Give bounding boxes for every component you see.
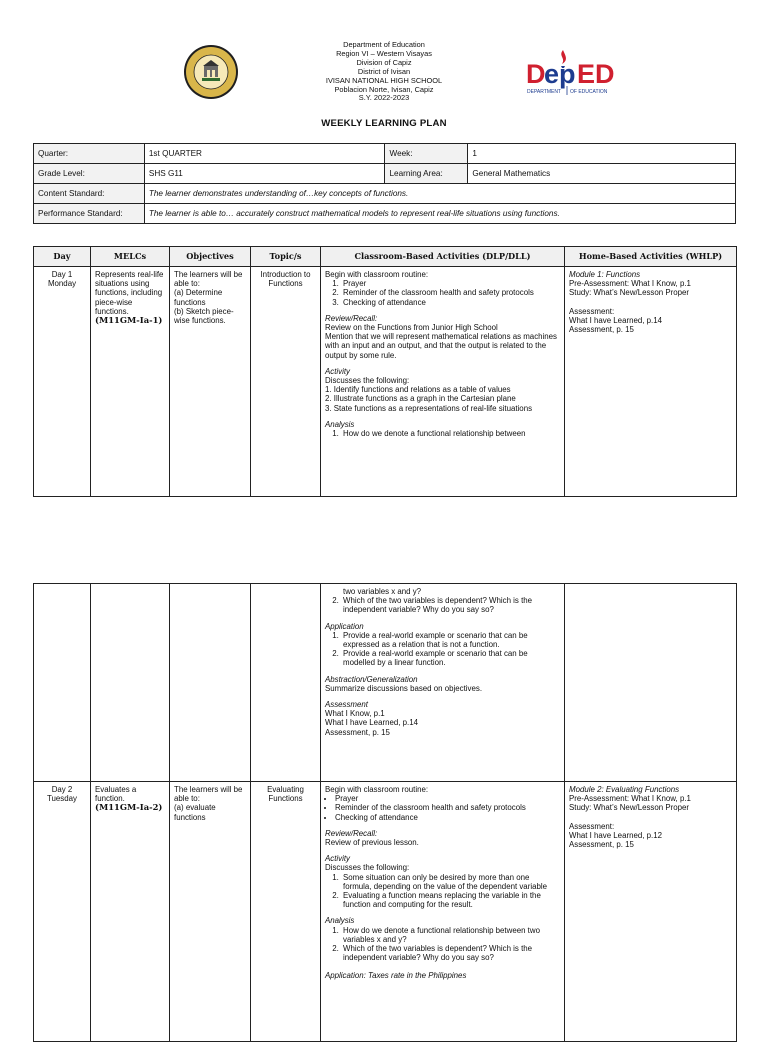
- day2-row: [34, 782, 737, 1042]
- home-study: Study: What’s New/Lesson Proper: [569, 803, 690, 813]
- routine-list: [325, 279, 560, 307]
- header-line: District of Ivisan: [357, 66, 411, 76]
- svg-text:D: D: [526, 59, 546, 89]
- column-header: MELCs: [91, 247, 170, 267]
- school-seal-icon: [183, 44, 239, 100]
- home-activities-cell: [565, 267, 737, 497]
- home-pre-assessment: Pre-Assessment: What I Know, p.1: [569, 279, 691, 289]
- home-study: Study: What’s New/Lesson Proper: [569, 288, 690, 298]
- analysis-item: 2. Which of the two variables is dependent? Which is the independent variable? Why do you say so?: [341, 596, 560, 614]
- week-label: Week:: [385, 144, 468, 164]
- analysis-item-continued: two variables x and y?: [343, 587, 422, 596]
- performance-standard-value: The learner is able to… accurately construct mathematical models to represent real-life situations using functions.: [144, 204, 735, 224]
- melc-code: (M11GM-Ia-1): [95, 315, 163, 326]
- classroom-activities-cell: [321, 267, 565, 497]
- area-value: General Mathematics: [468, 164, 736, 184]
- activity-intro: Discusses the following:: [325, 863, 410, 873]
- routine-item: 3. Checking of attendance: [341, 298, 560, 307]
- header-line: Poblacion Norte, Ivisan, Capiz: [334, 84, 434, 94]
- routine-item: 2. Reminder of the classroom health and safety protocols: [341, 288, 560, 297]
- abstraction-title: Abstraction/Generalization: [325, 674, 418, 684]
- column-header: Classroom-Based Activities (DLP/DLL): [321, 247, 565, 267]
- routine-title: Begin with classroom routine:: [325, 270, 429, 279]
- analysis-item: 1. How do we denote a functional relationship between two variables x and y?: [341, 926, 560, 944]
- classroom-activities-cell: [321, 584, 565, 782]
- page-title: WEEKLY LEARNING PLAN: [321, 118, 447, 129]
- day1-row: [34, 267, 737, 497]
- day1-continued-row: [34, 584, 737, 782]
- header-line: Department of Education: [343, 40, 425, 49]
- application-partial: Application: Taxes rate in the Philippines: [325, 971, 467, 981]
- objectives-intro: The learners will be able to:: [174, 785, 243, 804]
- home-module: Module 2: Evaluating Functions: [569, 785, 680, 794]
- objectives-cell: [170, 267, 251, 497]
- header-line: Division of Capiz: [356, 57, 412, 67]
- assessment-item: What I Know, p.1: [325, 709, 385, 719]
- objective-item: (a) evaluate functions: [174, 803, 216, 822]
- info-table: [33, 143, 736, 224]
- objectives-cell: [170, 584, 251, 782]
- routine-item: • Checking of attendance: [335, 813, 560, 822]
- melc-cell: [91, 584, 170, 782]
- melc-cell: [91, 267, 170, 497]
- column-header: Home-Based Activities (WHLP): [565, 247, 737, 267]
- melc-cell: [91, 782, 170, 1042]
- activity-intro: Discusses the following:: [325, 376, 410, 386]
- day-number: Day 2: [51, 785, 73, 794]
- application-list: [325, 631, 560, 668]
- week-value: 1: [468, 144, 736, 164]
- home-assessment-page: Assessment, p. 15: [569, 840, 634, 850]
- quarter-label: Quarter:: [34, 144, 145, 164]
- day-cell: [34, 782, 91, 1042]
- routine-title: Begin with classroom routine:: [325, 785, 429, 794]
- column-header: Objectives: [170, 247, 251, 267]
- header-line: Region VI – Western Visayas: [336, 48, 432, 58]
- routine-list: [325, 794, 560, 822]
- day-cell: [34, 584, 91, 782]
- objective-item: (a) Determine functions: [174, 288, 223, 307]
- day-weekday: Monday: [47, 279, 77, 289]
- application-item: 1. Provide a real-world example or scenario that can be expressed as a relation that is not a function.: [341, 631, 560, 649]
- svg-text:ep: ep: [544, 59, 576, 89]
- review-text: Review on the Functions from Junior High School: [325, 323, 498, 333]
- abstraction-text: Summarize discussions based on objectives.: [325, 683, 483, 693]
- analysis-list: [325, 429, 560, 438]
- column-header: Topic/s: [251, 247, 321, 267]
- melc-code: (M11GM-Ia-2): [95, 802, 163, 813]
- analysis-item: 2. Which of the two variables is dependent? Which is the independent variable? Why do you say so?: [341, 944, 560, 962]
- home-learned: What I have Learned, p.14: [569, 315, 662, 325]
- review-title: Review/Recall:: [325, 828, 378, 838]
- assessment-title: Assessment: [325, 700, 368, 710]
- review-text: Mention that we will represent mathematical relations as machines with an input and an output, and that the output is related to the output by some rule.: [325, 332, 558, 360]
- day-weekday: Tuesday: [47, 794, 77, 804]
- grade-label: Grade Level:: [34, 164, 145, 184]
- topic-cell: Introduction to Functions: [251, 267, 321, 497]
- area-label: Learning Area:: [385, 164, 468, 184]
- activity-item: 3. State functions as a representations of real-life situations: [325, 403, 533, 413]
- svg-text:ED: ED: [577, 59, 615, 89]
- svg-text:DEPARTMENT: DEPARTMENT: [527, 89, 561, 95]
- home-assessment-label: Assessment:: [569, 821, 615, 831]
- column-header: Day: [34, 247, 91, 267]
- home-activities-cell: [565, 584, 737, 782]
- plan-table: [33, 246, 737, 497]
- activity-title: Activity: [325, 366, 350, 376]
- activity-item: 1. Identify functions and relations as a table of values: [325, 385, 511, 395]
- svg-text:OF EDUCATION: OF EDUCATION: [570, 89, 608, 95]
- plan-header-row: [34, 247, 737, 267]
- assessment-item: What I have Learned, p.14: [325, 718, 418, 728]
- home-activities-cell: [565, 782, 737, 1042]
- routine-item: • Reminder of the classroom health and safety protocols: [335, 803, 560, 812]
- application-title: Application: [325, 621, 364, 631]
- routine-item: 1. Prayer: [341, 279, 560, 288]
- content-standard-label: Content Standard:: [34, 184, 145, 204]
- classroom-activities-cell: [321, 782, 565, 1042]
- home-assessment-page: Assessment, p. 15: [569, 325, 634, 335]
- application-item: 2. Provide a real-world example or scenario that can be modelled by a linear function.: [341, 649, 560, 667]
- topic-cell: [251, 584, 321, 782]
- day-number: Day 1: [51, 270, 73, 279]
- plan-table-continued: [33, 583, 737, 1042]
- melc-text: Represents real-life situations using functions, including piece-wise functions.: [95, 270, 164, 316]
- performance-standard-label: Performance Standard:: [34, 204, 145, 224]
- assessment-item: Assessment, p. 15: [325, 727, 390, 737]
- analysis-title: Analysis: [325, 916, 355, 926]
- header-line: S.Y. 2022-2023: [358, 93, 410, 103]
- home-pre-assessment: Pre-Assessment: What I Know, p.1: [569, 794, 691, 804]
- review-title: Review/Recall:: [325, 313, 378, 323]
- analysis-title: Analysis: [325, 419, 355, 429]
- content-standard-value: The learner demonstrates understanding of…key concepts of functions.: [144, 184, 735, 204]
- grade-value: SHS G11: [144, 164, 385, 184]
- header-line: IVISAN NATIONAL HIGH SCHOOL: [325, 75, 443, 85]
- activity-item: 2. Evaluating a function means replacing the variable in the function and computing for the result.: [341, 891, 560, 909]
- deped-logo-icon: [525, 46, 625, 98]
- objectives-cell: [170, 782, 251, 1042]
- analysis-list: [325, 926, 560, 963]
- school-header: [300, 41, 468, 103]
- analysis-item: 1. How do we denote a functional relationship between: [341, 429, 560, 438]
- objective-item: (b) Sketch piece-wise functions.: [174, 306, 234, 326]
- melc-text: Evaluates a function.: [95, 785, 137, 804]
- home-module: Module 1: Functions: [569, 270, 641, 279]
- home-learned: What I have Learned, p.12: [569, 830, 662, 840]
- activity-title: Activity: [325, 854, 350, 864]
- day-cell: [34, 267, 91, 497]
- activity-item: 1. Some situation can only be desired by more than one formula, depending on the value of the dependent variable: [341, 873, 560, 891]
- review-text: Review of previous lesson.: [325, 838, 419, 848]
- home-assessment-label: Assessment:: [569, 306, 615, 316]
- analysis-list: [325, 596, 560, 614]
- routine-item: • Prayer: [335, 794, 560, 803]
- activity-list: [325, 873, 560, 910]
- objectives-intro: The learners will be able to:: [174, 270, 243, 289]
- topic-cell: Evaluating Functions: [251, 782, 321, 1042]
- quarter-value: 1st QUARTER: [144, 144, 385, 164]
- activity-item: 2. Illustrate functions as a graph in the Cartesian plane: [325, 394, 516, 404]
